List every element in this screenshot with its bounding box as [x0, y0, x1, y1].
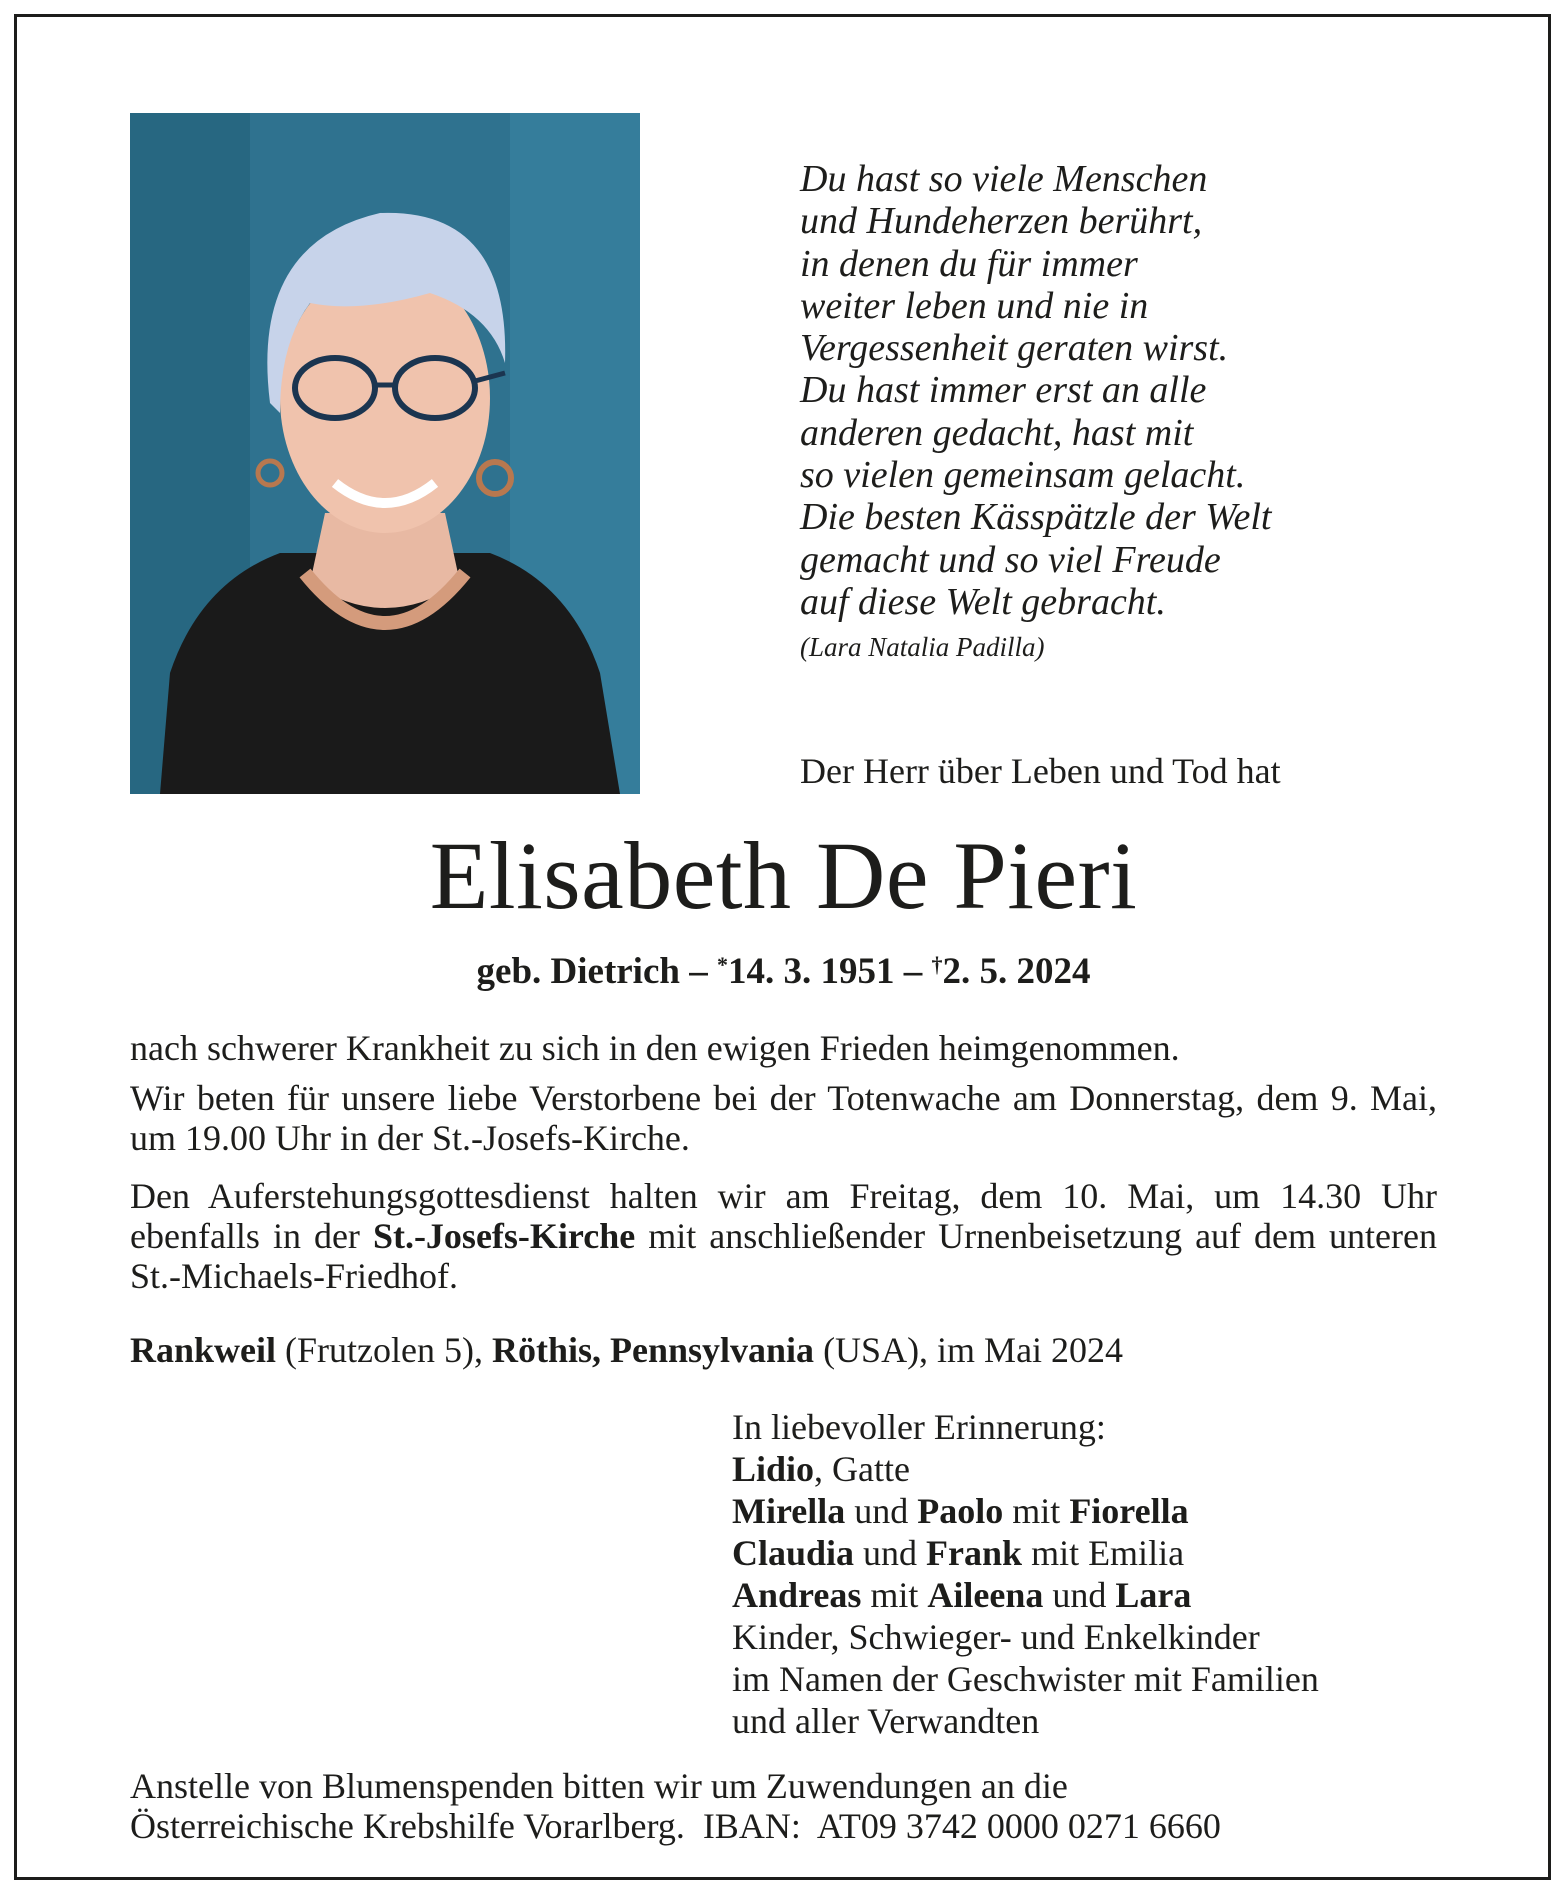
- mourner-name: Lara: [1115, 1575, 1192, 1615]
- mourner-row: [732, 1532, 1319, 1574]
- mourner-name: Frank: [926, 1533, 1023, 1573]
- location-line: [130, 1330, 1437, 1370]
- donation-line: Österreichische Krebshilfe Vorarlberg. IBAN: AT09 3742 0000 0271 6660: [130, 1806, 1221, 1846]
- mourners-heading: In liebevoller Erinnerung:: [732, 1407, 1106, 1447]
- donation-line: Anstelle von Blumenspenden bitten wir um Zuwendungen an die: [130, 1766, 1068, 1806]
- mourner-name: Paolo: [917, 1491, 1004, 1531]
- birth-date: 14. 3. 1951: [727, 951, 895, 992]
- poem-line: und Hundeherzen berührt,: [800, 200, 1203, 243]
- funeral-text: mit anschließender Urnenbeisetzung auf dem unteren St.-Michaels-Friedhof.: [130, 1216, 1437, 1296]
- paragraph-vigil: Wir beten für unsere liebe Verstorbene bei der Totenwache am Donnerstag, dem 9. Mai, um 19.00 Uhr in der St.-Josefs-Kirche.: [130, 1078, 1437, 1158]
- location-place: Röthis, Pennsylvania: [491, 1330, 815, 1370]
- mourner-name: Fiorella: [1069, 1491, 1189, 1531]
- mourner-relation: , Gatte: [814, 1449, 911, 1489]
- dash: –: [689, 951, 708, 992]
- mourner-connector: mit Emilia: [1022, 1533, 1185, 1573]
- paragraph-funeral: [130, 1176, 1437, 1296]
- mourners-list: [732, 1406, 1319, 1742]
- mourner-connector: und: [854, 1533, 927, 1573]
- mourner-row: [732, 1574, 1319, 1616]
- portrait-photo: [130, 113, 640, 794]
- birth-name: geb. Dietrich: [476, 951, 680, 992]
- birth-symbol: *: [716, 952, 728, 977]
- paragraph-homecoming: nach schwerer Krankheit zu sich in den ewigen Frieden heimgenommen.: [130, 1028, 1180, 1068]
- poem-line: Vergessenheit geraten wirst.: [800, 327, 1229, 370]
- mourner-connector: und: [845, 1491, 918, 1531]
- mourner-row: und aller Verwandten: [732, 1701, 1040, 1741]
- mourner-row: [732, 1448, 1319, 1490]
- mourner-connector: mit: [861, 1575, 928, 1615]
- mourner-row: [732, 1490, 1319, 1532]
- mourner-connector: und: [1043, 1575, 1116, 1615]
- mourner-name: Mirella: [732, 1491, 846, 1531]
- donation-note: [130, 1766, 1221, 1846]
- poem-line: Du hast immer erst an alle: [800, 369, 1207, 412]
- death-date: 2. 5. 2024: [942, 951, 1091, 992]
- mourner-name: Aileena: [927, 1575, 1044, 1615]
- death-symbol: †: [931, 952, 943, 977]
- mourner-row: Kinder, Schwieger- und Enkelkinder: [732, 1617, 1260, 1657]
- poem-line: auf diese Welt gebracht.: [800, 580, 1166, 623]
- mourner-name: Andreas: [732, 1575, 862, 1615]
- location-detail: (Frutzolen 5),: [276, 1330, 492, 1370]
- poem-line: weiter leben und nie in: [800, 284, 1149, 327]
- location-detail: (USA), im Mai 2024: [814, 1330, 1124, 1370]
- poem-line: Du hast so viele Menschen: [800, 158, 1208, 200]
- deceased-name: Elisabeth De Pieri: [429, 822, 1138, 929]
- intro-text: Der Herr über Leben und Tod hat: [800, 751, 1281, 791]
- life-dates: [0, 950, 1567, 993]
- poem-author: (Lara Natalia Padilla): [800, 632, 1045, 662]
- mourner-connector: mit: [1003, 1491, 1070, 1531]
- portrait-illustration: [130, 113, 640, 794]
- poem-line: so vielen gemeinsam gelacht.: [800, 454, 1246, 497]
- poem-line: gemacht und so viel Freude: [800, 538, 1221, 581]
- dash: –: [903, 951, 923, 992]
- location-place: Rankweil: [130, 1330, 277, 1370]
- church-name: St.-Josefs-Kirche: [372, 1216, 636, 1256]
- mourner-name: Claudia: [732, 1533, 855, 1573]
- poem: [800, 158, 1440, 623]
- poem-line: in denen du für immer: [800, 242, 1138, 285]
- mourner-row: im Namen der Geschwister mit Familien: [732, 1659, 1319, 1699]
- poem-line: anderen gedacht, hast mit: [800, 411, 1194, 454]
- poem-line: Die besten Kässpätzle der Welt: [800, 496, 1272, 539]
- funeral-text: Den Auferstehungsgottesdienst halten wir am Freitag, dem 10. Mai, um 14.30 Uhr ebenfalls in der: [130, 1176, 1437, 1256]
- mourner-name: Lidio: [732, 1449, 815, 1489]
